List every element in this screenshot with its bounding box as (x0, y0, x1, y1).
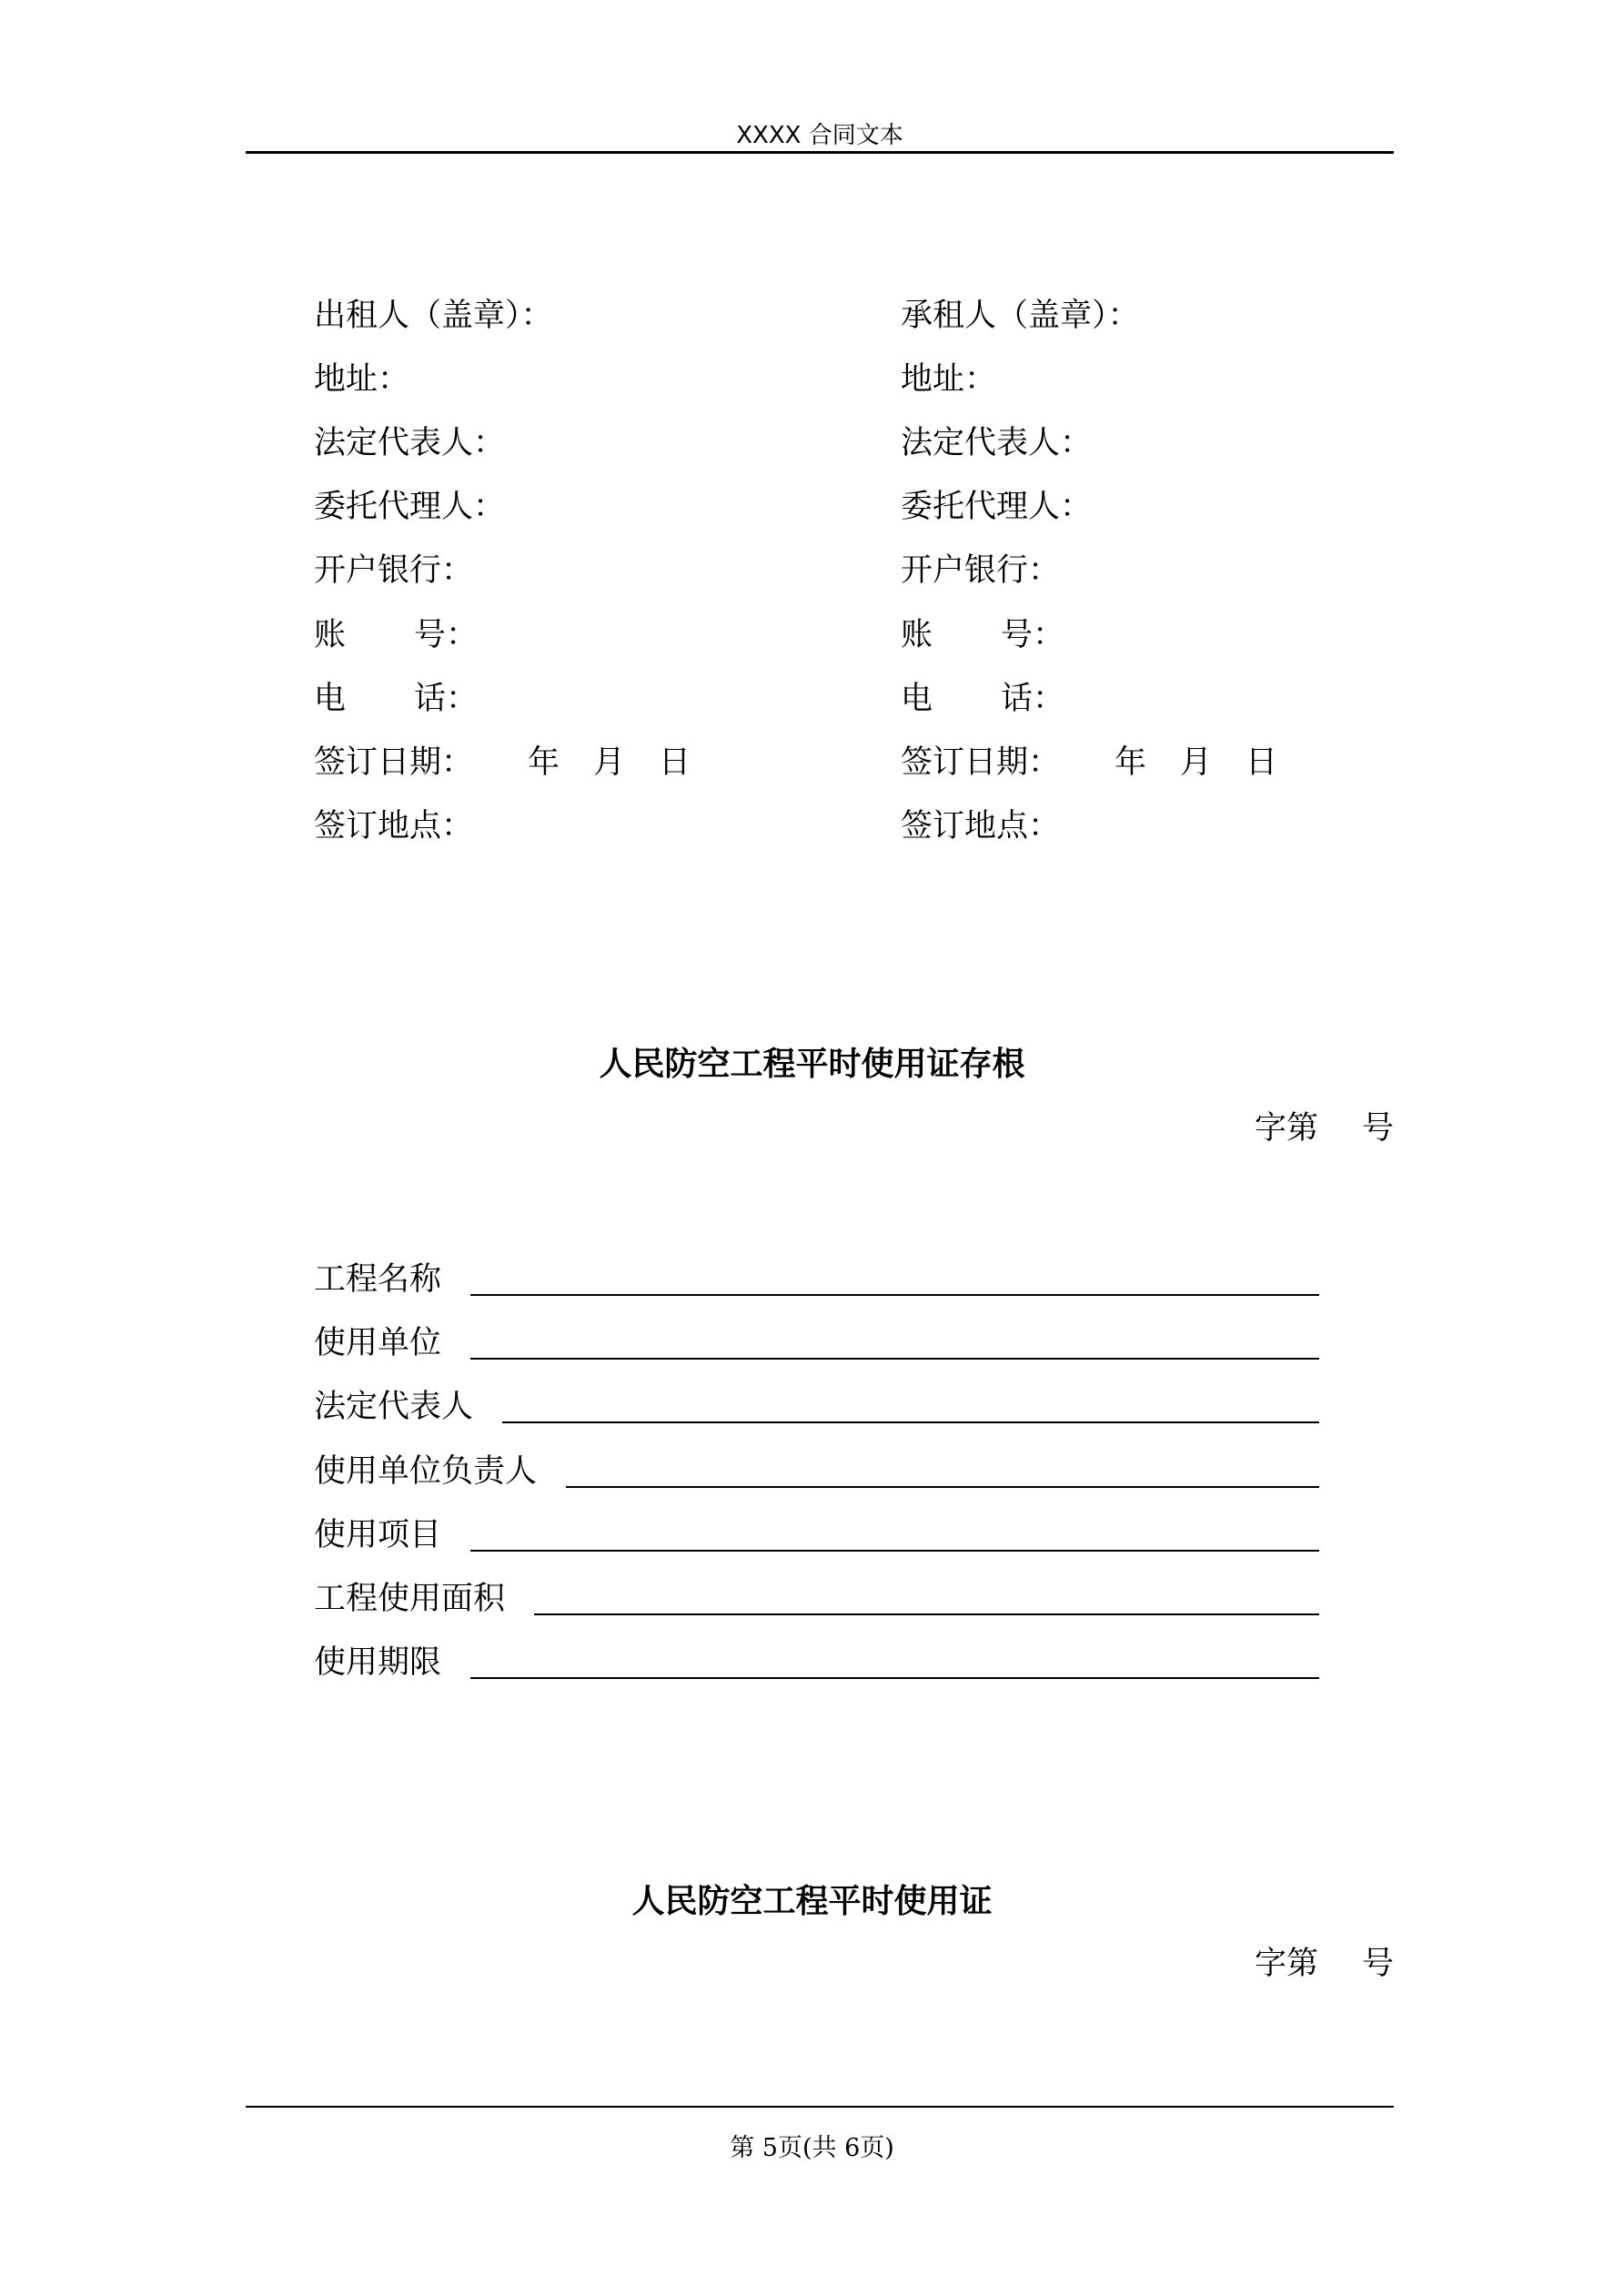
header-title: XXXX 合同文本 (736, 122, 903, 149)
period-label: 使用期限 (314, 1644, 442, 1681)
stub-doc-number-b: 号 (1361, 1110, 1394, 1147)
lessor-phone-label-a: 电 (314, 681, 347, 717)
lessor-legal-rep-label: 法定代表人： (314, 425, 506, 461)
lessee-sign-date-label: 签订日期： (901, 744, 1061, 781)
lessee-seal-label: 承租人（盖章）： (901, 298, 1140, 334)
lessor-sign-date-label: 签订日期： (314, 744, 474, 781)
lessor-account-label (314, 617, 478, 653)
lessor-seal-label: 出租人（盖章）： (314, 298, 553, 334)
user-unit-line[interactable] (470, 1358, 1319, 1360)
lessor-phone-label-b: 话： (414, 681, 479, 717)
lessor-bank-label: 开户银行： (314, 552, 474, 589)
stub-title: 人民防空工程平时使用证存根 (599, 1045, 1025, 1083)
lessee-month-label: 月 (1180, 744, 1213, 781)
unit-head-line[interactable] (566, 1486, 1319, 1488)
lessee-address-label: 地址： (901, 361, 997, 398)
lessee-phone-label-a: 电 (901, 681, 933, 717)
certificate-doc-number (1255, 1946, 1394, 1982)
page-number: 第 5页(共 6页) (730, 2134, 894, 2162)
legal-rep-line[interactable] (502, 1421, 1319, 1423)
project-name-field (314, 1258, 1319, 1298)
certificate-doc-number-a: 字第 (1254, 1946, 1318, 1982)
lessee-phone-label (901, 681, 1064, 717)
legal-rep-field (314, 1385, 1319, 1425)
user-unit-label: 使用单位 (314, 1325, 442, 1361)
lessee-sign-date (901, 744, 1277, 781)
lessor-day-label: 日 (659, 744, 691, 781)
lessee-sign-place-label: 签订地点： (901, 808, 1061, 845)
lessor-sign-date (314, 744, 691, 781)
lessor-sign-place-label: 签订地点： (314, 808, 474, 845)
lessee-bank-label: 开户银行： (901, 552, 1061, 589)
lessor-agent-label: 委托代理人： (314, 489, 506, 525)
unit-head-field (314, 1450, 1319, 1490)
project-name-line[interactable] (470, 1294, 1319, 1296)
lessor-account-label-b: 号： (414, 617, 479, 653)
header-divider (246, 151, 1394, 154)
area-line[interactable] (534, 1613, 1319, 1615)
use-item-line[interactable] (470, 1550, 1319, 1552)
period-line[interactable] (470, 1677, 1319, 1679)
use-item-field (314, 1513, 1319, 1553)
period-field (314, 1641, 1319, 1681)
lessor-phone-label (314, 681, 478, 717)
area-field (314, 1577, 1319, 1617)
lessee-agent-label: 委托代理人： (901, 489, 1093, 525)
lessee-day-label: 日 (1246, 744, 1278, 781)
footer-divider (246, 2106, 1394, 2108)
stub-doc-number-a: 字第 (1254, 1110, 1318, 1147)
lessor-account-label-a: 账 (314, 617, 347, 653)
legal-rep-label: 法定代表人 (314, 1389, 474, 1425)
stub-doc-number (1255, 1110, 1394, 1147)
lessee-phone-label-b: 话： (1001, 681, 1065, 717)
certificate-title: 人民防空工程平时使用证 (631, 1882, 993, 1920)
certificate-doc-number-b: 号 (1361, 1946, 1394, 1982)
project-name-label: 工程名称 (314, 1261, 442, 1298)
lessor-year-label: 年 (528, 744, 560, 781)
area-label: 工程使用面积 (314, 1581, 506, 1617)
lessor-address-label: 地址： (314, 361, 410, 398)
lessee-year-label: 年 (1115, 744, 1147, 781)
lessee-legal-rep-label: 法定代表人： (901, 425, 1093, 461)
lessee-account-label (901, 617, 1064, 653)
lessee-account-label-b: 号： (1001, 617, 1065, 653)
use-item-label: 使用项目 (314, 1517, 442, 1553)
unit-head-label: 使用单位负责人 (314, 1453, 538, 1490)
lessee-account-label-a: 账 (901, 617, 933, 653)
lessor-month-label: 月 (593, 744, 626, 781)
user-unit-field (314, 1321, 1319, 1361)
